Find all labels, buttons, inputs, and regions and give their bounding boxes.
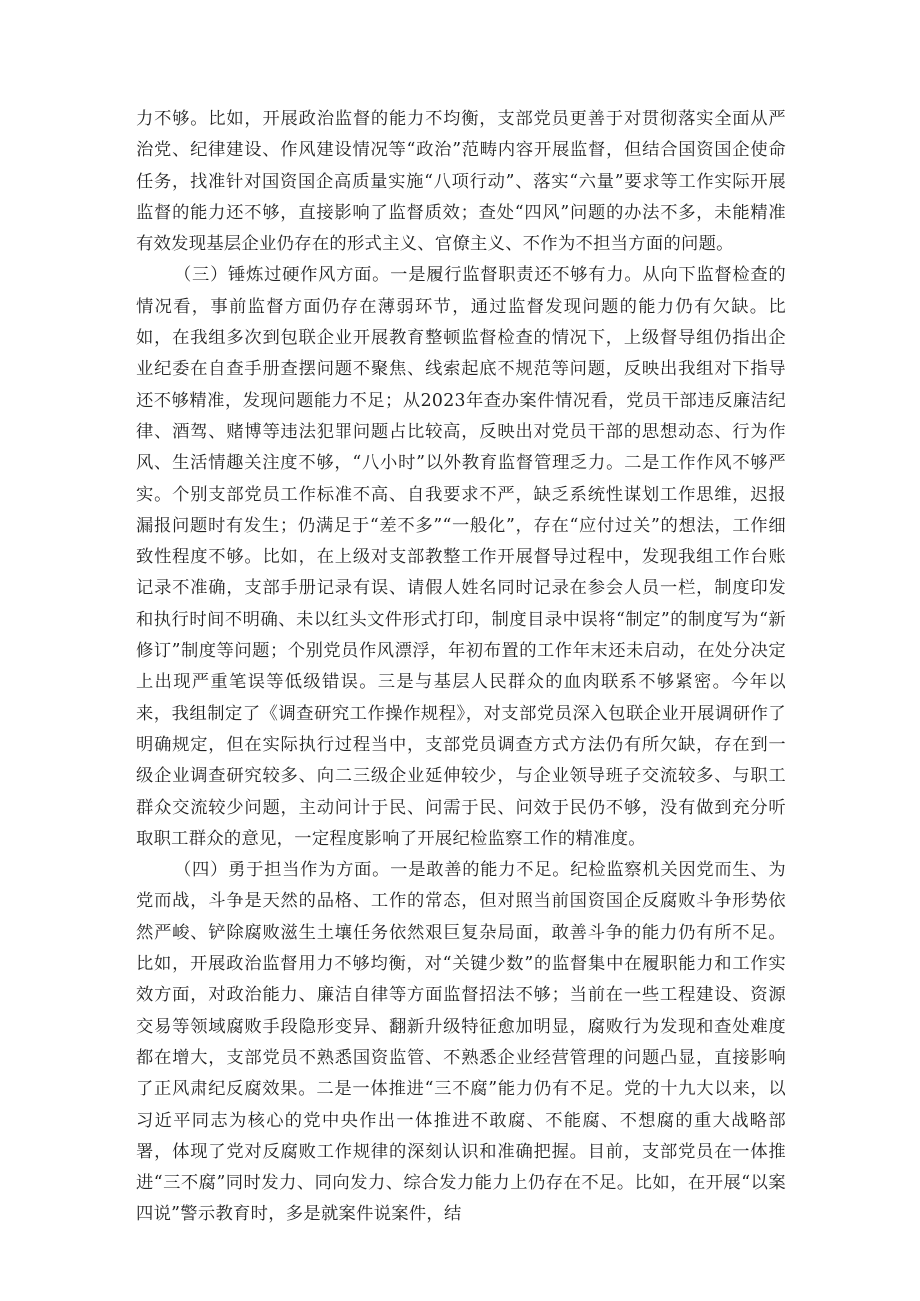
document-body [136, 104, 786, 1231]
paragraph-3: （四）勇于担当作为方面。一是敢善的能力不足。纪检监察机关因党而生、为党而战，斗争是天然的品格、工作的常态，但对照当前国资国企反腐败斗争形势依然严峻、铲除腐败滋生土壤任务依然艰巨复杂局面，敢善斗争的能力仍有所不足。比如，开展政治监督用力不够均衡，对“关键少数”的监督集中在履职能力和工作实效方面，对政治能力、廉洁自律等方面监督招法不够；当前在一些工程建设、资源交易等领域腐败手段隐形变异、翻新升级特征愈加明显，腐败行为发现和查处难度都在增大，支部党员不熟悉国资监管、不熟悉企业经营管理的问题凸显，直接影响了正风肃纪反腐效果。二是一体推进“三不腐”能力仍有不足。党的十九大以来，以习近平同志为核心的党中央作出一体推进不敢腐、不能腐、不想腐的重大战略部署，体现了党对反腐败工作规律的深刻认识和准确把握。目前，支部党员在一体推进“三不腐”同时发力、同向发力、综合发力能力上仍存在不足。比如，在开展“以案四说”警示教育时，多是就案件说案件，结 [136, 860, 786, 1225]
paragraph-1: 力不够。比如，开展政治监督的能力不均衡，支部党员更善于对贯彻落实全面从严治党、纪律建设、作风建设情况等“政治”范畴内容开展监督，但结合国资国企使命任务，找准针对国资国企高质量实施“八项行动”、落实“六量”要求等工作实际开展监督的能力还不够，直接影响了监督质效；查处“四风”问题的办法不多，未能精准有效发现基层企业仍存在的形式主义、官僚主义、不作为不担当方面的问题。 [136, 109, 786, 255]
paragraph-2: （三）锤炼过硬作风方面。一是履行监督职责还不够有力。从向下监督检查的情况看，事前监督方面仍存在薄弱环节，通过监督发现问题的能力仍有欠缺。比如，在我组多次到包联企业开展教育整顿监督检查的情况下，上级督导组仍指出企业纪委在自查手册查摆问题不聚焦、线索起底不规范等问题，反映出我组对下指导还不够精准，发现问题能力不足；从2023年查办案件情况看，党员干部违反廉洁纪律、酒驾、赌博等违法犯罪问题占比较高，反映出对党员干部的思想动态、行为作风、生活情趣关注度不够，“八小时”以外教育监督管理乏力。二是工作作风不够严实。个别支部党员工作标准不高、自我要求不严，缺乏系统性谋划工作思维，迟报漏报问题时有发生；仍满足于“差不多”“一般化”，存在“应付过关”的想法，工作细致性程度不够。比如，在上级对支部教整工作开展督导过程中，发现我组工作台账记录不准确，支部手册记录有误、请假人姓名同时记录在参会人员一栏，制度印发和执行时间不明确、未以红头文件形式打印，制度目录中误将“制定”的制度写为“新修订”制度等问题；个别党员作风漂浮，年初布置的工作年末还未启动，在处分决定上出现严重笔误等低级错误。三是与基层人民群众的血肉联系不够紧密。今年以来，我组制定了《调查研究工作操作规程》，对支部党员深入包联企业开展调研作了明确规定，但在实际执行过程当中，支部党员调查方式方法仍有所欠缺，存在到一级企业调查研究较多、向二三级企业延伸较少，与企业领导班子交流较多、与职工群众交流较少问题，主动问计于民、问需于民、问效于民仍不够，没有做到充分听取职工群众的意见，一定程度影响了开展纪检监察工作的精准度。 [136, 265, 786, 849]
